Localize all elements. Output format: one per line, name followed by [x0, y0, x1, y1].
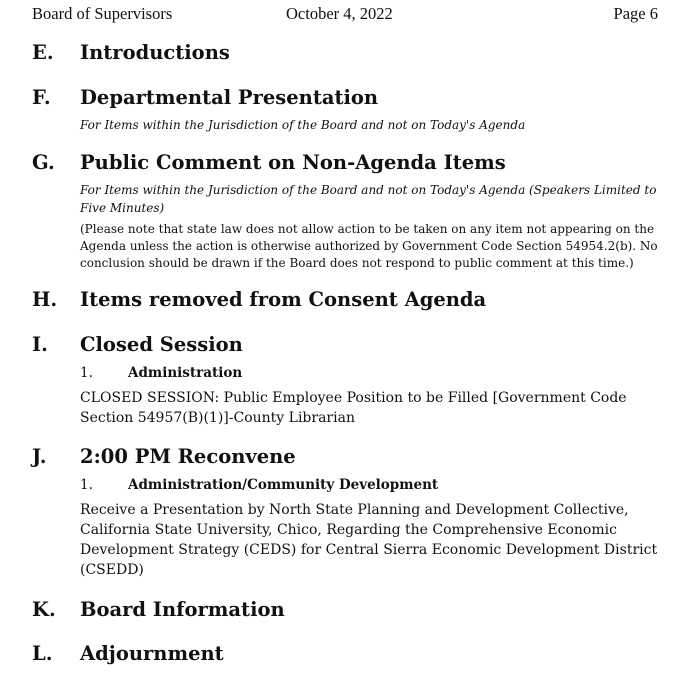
section-letter: K.	[32, 598, 56, 621]
section-title: Board Information	[80, 598, 285, 621]
header-page-number: Page 6	[613, 4, 658, 23]
section-letter: H.	[32, 288, 58, 311]
item-body-line: CLOSED SESSION: Public Employee Position to be Filled [Government Code	[80, 390, 627, 406]
item-number: 1.	[80, 477, 93, 493]
section-letter: L.	[32, 642, 53, 665]
section-title: Public Comment on Non-Agenda Items	[80, 151, 506, 174]
section-title: Closed Session	[80, 333, 243, 356]
item-number: 1.	[80, 365, 93, 381]
section-paragraph-line: Agenda unless the action is otherwise authorized by Government Code Section 54954.2(b). No	[80, 239, 658, 253]
section-note: For Items within the Jurisdiction of the Board and not on Today's Agenda	[80, 118, 526, 132]
page-header	[32, 4, 658, 24]
section-title: 2:00 PM Reconvene	[80, 445, 296, 468]
section-title: Adjournment	[80, 642, 224, 665]
section-note-line: Five Minutes)	[80, 201, 165, 215]
section-letter: F.	[32, 86, 51, 109]
item-body-line: Receive a Presentation by North State Planning and Development Collective,	[80, 502, 629, 518]
item-body-line: Development Strategy (CEDS) for Central Sierra Economic Development District	[80, 542, 658, 558]
item-heading: Administration	[128, 365, 243, 381]
section-letter: G.	[32, 151, 55, 174]
header-board-name: Board of Supervisors	[32, 4, 173, 23]
item-body-line: Section 54957(B)(1)]-County Librarian	[80, 410, 355, 426]
section-title: Departmental Presentation	[80, 86, 379, 109]
section-letter: J.	[32, 445, 47, 468]
item-heading: Administration/Community Development	[128, 477, 439, 493]
section-paragraph-line: (Please note that state law does not allow action to be taken on any item not appearing on the	[80, 222, 655, 236]
section-title: Introductions	[80, 41, 230, 64]
section-letter: E.	[32, 41, 54, 64]
section-letter: I.	[32, 333, 48, 356]
section-note-line: For Items within the Jurisdiction of the Board and not on Today's Agenda (Speakers Limited to	[80, 183, 657, 197]
section-paragraph-line: conclusion should be drawn if the Board does not respond to public comment at this time.)	[80, 256, 634, 270]
header-date: October 4, 2022	[286, 4, 393, 23]
section-title: Items removed from Consent Agenda	[80, 288, 487, 311]
item-body-line: California State University, Chico, Regarding the Comprehensive Economic	[80, 522, 617, 538]
item-body-line: (CSEDD)	[80, 562, 144, 578]
